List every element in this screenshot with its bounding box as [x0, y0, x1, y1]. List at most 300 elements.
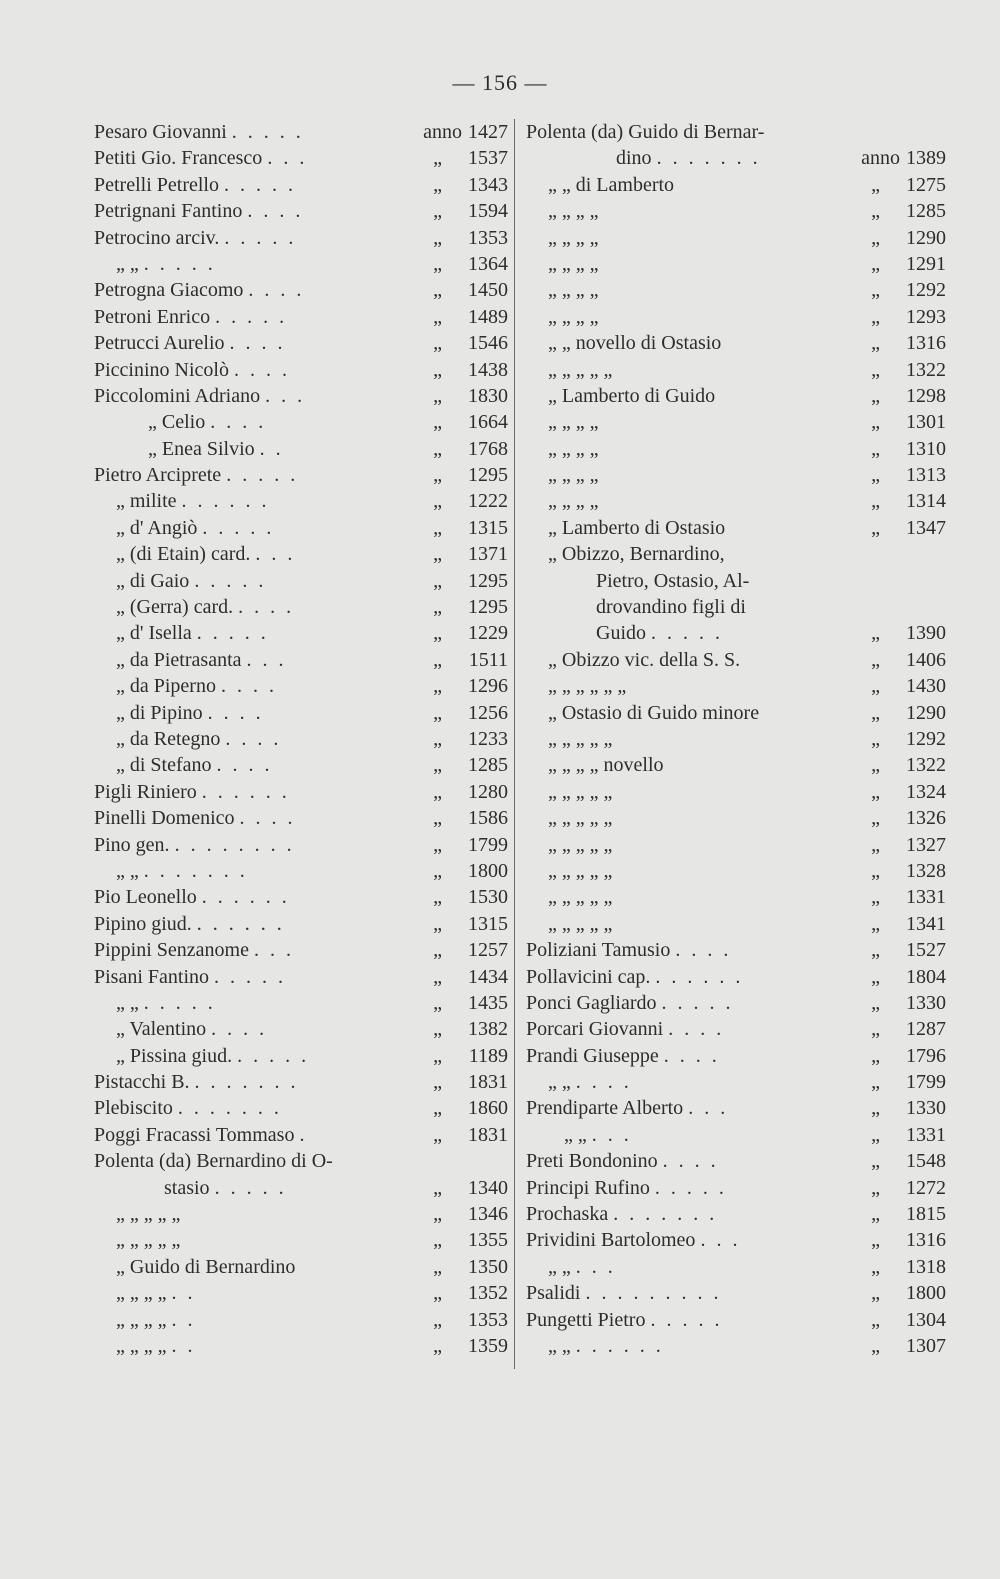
- entry-name: „ Guido di Bernardino: [116, 1255, 296, 1278]
- index-entry: [526, 1069, 946, 1095]
- index-entry: [526, 225, 946, 251]
- entry-name: Prandi Giuseppe . . . .: [526, 1044, 720, 1067]
- entry-year: 1330: [906, 1097, 946, 1120]
- entry-year: 1229: [468, 622, 508, 645]
- index-entry: [94, 673, 508, 699]
- entry-year: 1328: [906, 859, 946, 882]
- leader-dots: . . . . .: [654, 1176, 727, 1199]
- index-entry: [526, 251, 946, 277]
- index-entry: [94, 383, 508, 409]
- entry-year: 1304: [906, 1308, 946, 1331]
- entry-name: „ Valentino . . . .: [116, 1018, 268, 1041]
- entry-year: 1316: [906, 332, 946, 355]
- leader-dots: . . . . .: [226, 464, 299, 487]
- leader-dots: . . . .: [211, 1018, 268, 1041]
- index-entry: [94, 1016, 508, 1042]
- leader-dots: . . . .: [248, 279, 305, 302]
- leader-dots: . . .: [267, 147, 308, 170]
- anno-ditto: „: [433, 675, 442, 698]
- index-entry: [526, 119, 946, 145]
- anno-ditto: „: [433, 727, 442, 750]
- anno-ditto: „: [433, 1123, 442, 1146]
- entry-year: 1322: [906, 754, 946, 777]
- entry-name: „ „ . . . . . . .: [116, 859, 248, 882]
- entry-year: 1511: [468, 648, 508, 671]
- entry-name: „ d' Angiò . . . . .: [116, 516, 275, 539]
- leader-dots: . . . . . .: [575, 1334, 664, 1357]
- anno-ditto: „: [433, 991, 442, 1014]
- index-entry: [94, 752, 508, 778]
- index-entry: [526, 1016, 946, 1042]
- index-entry: [94, 1043, 508, 1069]
- entry-year: 1287: [906, 1018, 946, 1041]
- entry-year: 1830: [468, 384, 508, 407]
- anno-ditto: „: [433, 1334, 442, 1357]
- anno-ditto: „: [433, 965, 442, 988]
- leader-dots: . . . . .: [231, 121, 304, 143]
- anno-ditto: „: [433, 490, 442, 513]
- anno-ditto: „: [871, 384, 880, 407]
- entry-year: 1434: [468, 965, 508, 988]
- anno-ditto: „: [871, 912, 880, 935]
- index-entry: [526, 911, 946, 937]
- leader-dots: . . . .: [207, 701, 264, 724]
- index-entry: [526, 884, 946, 910]
- index-entry: [526, 1175, 946, 1201]
- leader-dots: . . . . . .: [201, 886, 290, 909]
- entry-name: „ di Stefano . . . .: [116, 754, 273, 777]
- entry-year: 1800: [906, 1282, 946, 1305]
- entry-year: 1275: [906, 173, 946, 196]
- index-entry: [94, 726, 508, 752]
- anno-ditto: „: [433, 780, 442, 803]
- entry-name: Poggi Fracassi Tommaso .: [94, 1123, 308, 1146]
- index-entry: [94, 357, 508, 383]
- anno-ditto: „: [871, 173, 880, 196]
- index-entry: [526, 1095, 946, 1121]
- leader-dots: . . .: [246, 648, 287, 671]
- index-entry: [94, 911, 508, 937]
- entry-name: Pipino giud. . . . . . .: [94, 912, 285, 935]
- index-entry: [526, 383, 946, 409]
- entry-name: „ milite . . . . . .: [116, 490, 270, 513]
- leader-dots: .: [299, 1123, 308, 1146]
- entry-name: Pisani Fantino . . . . .: [94, 965, 287, 988]
- entry-name: Psalidi . . . . . . . . .: [526, 1282, 722, 1305]
- entry-name: „ „ . . . . .: [116, 252, 216, 275]
- index-entry: [94, 251, 508, 277]
- entry-year: 1290: [906, 226, 946, 249]
- index-entry: [526, 568, 946, 594]
- index-entry: [94, 858, 508, 884]
- index-entry: [94, 1201, 508, 1227]
- index-entry: [94, 620, 508, 646]
- index-entry: [526, 1280, 946, 1306]
- leader-dots: . .: [171, 1334, 196, 1357]
- index-entry: [94, 1307, 508, 1333]
- entry-name: drovandino figli di: [596, 596, 746, 619]
- index-entry: [526, 594, 946, 620]
- entry-name: „ d' Isella . . . . .: [116, 622, 269, 645]
- anno-ditto: „: [433, 1308, 442, 1331]
- entry-name: „ Ostasio di Guido minore: [548, 701, 760, 724]
- index-entry: [526, 541, 946, 567]
- anno-ditto: „: [871, 437, 880, 460]
- entry-name: Pollavicini cap. . . . . . .: [526, 965, 744, 988]
- index-entry: [526, 1201, 946, 1227]
- entry-year: 1292: [906, 727, 946, 750]
- entry-year: 1406: [906, 648, 946, 671]
- anno-ditto: „: [433, 859, 442, 882]
- leader-dots: . . .: [575, 1255, 616, 1278]
- entry-name: Pietro, Ostasio, Al-: [596, 569, 750, 592]
- anno-ditto: „: [871, 675, 880, 698]
- index-entry: [94, 805, 508, 831]
- index-entry: [94, 779, 508, 805]
- index-entry: [526, 700, 946, 726]
- anno-ditto: „: [871, 1308, 880, 1331]
- index-entry: [526, 1043, 946, 1069]
- index-entry: [526, 726, 946, 752]
- anno-ditto: „: [871, 859, 880, 882]
- entry-year: 1222: [468, 490, 508, 513]
- entry-name: dino . . . . . . .: [616, 147, 761, 170]
- index-entry: [94, 462, 508, 488]
- anno-ditto: „: [433, 648, 442, 671]
- entry-name: „ „ „ „: [548, 252, 599, 275]
- entry-name: „ di Gaio . . . . .: [116, 569, 267, 592]
- index-entry: [526, 964, 946, 990]
- anno-ditto: „: [871, 305, 880, 328]
- entry-name: „ Pissina giud. . . . . .: [116, 1044, 310, 1067]
- index-entry: [94, 1227, 508, 1253]
- entry-name: Polenta (da) Guido di Bernar-: [526, 121, 765, 143]
- entry-year: 1326: [906, 807, 946, 830]
- entry-name: Petroni Enrico . . . . .: [94, 305, 288, 328]
- leader-dots: . .: [171, 1308, 196, 1331]
- entry-year: 1301: [906, 411, 946, 434]
- entry-name: „ „ di Lamberto: [548, 173, 675, 196]
- leader-dots: . . . . . . .: [143, 859, 248, 882]
- index-entry: [526, 357, 946, 383]
- entry-name: Ponci Gagliardo . . . . .: [526, 991, 734, 1014]
- anno-ditto: „: [871, 411, 880, 434]
- anno-ditto: „: [871, 1044, 880, 1067]
- entry-name: Pungetti Pietro . . . . .: [526, 1308, 723, 1331]
- index-entry: [94, 172, 508, 198]
- entry-year: 1350: [468, 1255, 508, 1278]
- entry-name: Pietro Arciprete . . . . .: [94, 464, 299, 487]
- entry-name: „ „ „ „ . .: [116, 1334, 196, 1357]
- entry-name: „ „ „ „: [548, 490, 599, 513]
- entry-name: Petrelli Petrello . . . . .: [94, 173, 296, 196]
- entry-year: 1860: [468, 1097, 508, 1120]
- entry-name: „ „ „ „ „: [548, 859, 613, 882]
- anno-ditto: „: [871, 833, 880, 856]
- anno-ditto: „: [433, 173, 442, 196]
- anno-ditto: „: [871, 332, 880, 355]
- index-entry: [94, 119, 508, 145]
- entry-name: „ Obizzo, Bernardino,: [548, 543, 725, 566]
- anno-ditto: „: [871, 780, 880, 803]
- entry-name: Pinelli Domenico . . . .: [94, 807, 296, 830]
- entry-name: „ „ „ „ „ „: [548, 675, 627, 698]
- entry-year: 1331: [906, 886, 946, 909]
- leader-dots: . . .: [265, 384, 306, 407]
- entry-year: 1359: [468, 1334, 508, 1357]
- leader-dots: . . . . .: [214, 1176, 287, 1199]
- anno-ditto: „: [871, 516, 880, 539]
- entry-name: Pesaro Giovanni . . . . .: [94, 121, 304, 143]
- entry-name: Piccolomini Adriano . . .: [94, 384, 306, 407]
- index-entry: [94, 568, 508, 594]
- anno-ditto: anno: [861, 147, 900, 170]
- leader-dots: . . .: [253, 939, 294, 962]
- entry-year: 1435: [468, 991, 508, 1014]
- entry-year: 1527: [906, 939, 946, 962]
- entry-name: „ „ „ „ „: [116, 1229, 181, 1252]
- index-entry: [94, 330, 508, 356]
- entry-name: „ „ „ „: [548, 279, 599, 302]
- anno-ditto: „: [871, 1334, 880, 1357]
- leader-dots: . . . . .: [202, 516, 275, 539]
- entry-name: „ „ „ „ „: [548, 912, 613, 935]
- anno-ditto: „: [871, 1229, 880, 1252]
- entry-year: 1324: [906, 780, 946, 803]
- index-entry: [94, 304, 508, 330]
- anno-ditto: „: [433, 252, 442, 275]
- index-entry: [94, 990, 508, 1016]
- entry-name: Prividini Bartolomeo . . .: [526, 1229, 741, 1252]
- leader-dots: . .: [259, 437, 284, 460]
- leader-dots: . . . .: [575, 1071, 632, 1094]
- entry-year: 1314: [906, 490, 946, 513]
- entry-year: 1272: [906, 1176, 946, 1199]
- entry-year: 1291: [906, 252, 946, 275]
- index-entry: [526, 277, 946, 303]
- anno-ditto: „: [871, 727, 880, 750]
- entry-year: 1427: [468, 121, 508, 143]
- anno-ditto: „: [433, 332, 442, 355]
- anno-ditto: „: [871, 1018, 880, 1041]
- entry-year: 1804: [906, 965, 946, 988]
- entry-year: 1307: [906, 1334, 946, 1357]
- index-entry: [526, 805, 946, 831]
- leader-dots: . . . . . .: [181, 490, 270, 513]
- index-entry: [526, 330, 946, 356]
- entry-year: 1298: [906, 384, 946, 407]
- entry-name: Petrucci Aurelio . . . .: [94, 332, 286, 355]
- anno-ditto: „: [433, 1097, 442, 1120]
- index-entry: [526, 145, 946, 171]
- entry-year: 1285: [906, 200, 946, 223]
- leader-dots: . . .: [688, 1097, 729, 1120]
- anno-ditto: „: [871, 490, 880, 513]
- leader-dots: . . . .: [668, 1018, 725, 1041]
- leader-dots: . . . . .: [223, 173, 296, 196]
- entry-year: 1831: [468, 1071, 508, 1094]
- leader-dots: . . . . .: [143, 991, 216, 1014]
- entry-year: 1796: [906, 1044, 946, 1067]
- index-entry: [94, 1095, 508, 1121]
- entry-name: Pistacchi B. . . . . . . .: [94, 1071, 299, 1094]
- entry-year: 1293: [906, 305, 946, 328]
- leader-dots: . . . .: [675, 939, 732, 962]
- index-entry: [94, 1148, 508, 1174]
- entry-year: 1450: [468, 279, 508, 302]
- entry-name: Poliziani Tamusio . . . .: [526, 939, 732, 962]
- leader-dots: . . . . . . . . .: [585, 1282, 722, 1305]
- entry-year: 1353: [468, 226, 508, 249]
- index-entry: [526, 198, 946, 224]
- entry-name: Porcari Giovanni . . . .: [526, 1018, 725, 1041]
- leader-dots: . . . . . . .: [656, 147, 761, 170]
- index-entry: [526, 752, 946, 778]
- anno-ditto: „: [433, 1282, 442, 1305]
- anno-ditto: „: [871, 358, 880, 381]
- index-entry: [94, 1280, 508, 1306]
- entry-name: „ (di Etain) card. . . .: [116, 543, 296, 566]
- index-entry: [94, 1175, 508, 1201]
- entry-name: „ „ „ „ „: [548, 886, 613, 909]
- leader-dots: . . . . . . .: [177, 1097, 282, 1120]
- entry-year: 1292: [906, 279, 946, 302]
- index-entry: [526, 990, 946, 1016]
- entry-year: 1364: [468, 252, 508, 275]
- entry-name: „ Lamberto di Guido: [548, 384, 716, 407]
- entry-name: „ „ „ „: [548, 226, 599, 249]
- index-column-right: [526, 119, 946, 1359]
- anno-ditto: „: [433, 939, 442, 962]
- index-column-left: [94, 119, 508, 1359]
- index-entry: [526, 1227, 946, 1253]
- entry-year: 1340: [468, 1176, 508, 1199]
- index-entry: [526, 1307, 946, 1333]
- index-entry: [526, 858, 946, 884]
- entry-year: 1768: [468, 437, 508, 460]
- entry-year: 1371: [468, 543, 508, 566]
- entry-year: 1353: [468, 1308, 508, 1331]
- anno-ditto: „: [871, 965, 880, 988]
- index-entry: [526, 1254, 946, 1280]
- entry-name: Petiti Gio. Francesco . . .: [94, 147, 308, 170]
- index-entry: [526, 1122, 946, 1148]
- leader-dots: . . . . .: [661, 991, 734, 1014]
- index-entry: [94, 1333, 508, 1359]
- entry-year: 1799: [906, 1071, 946, 1094]
- leader-dots: . . . . .: [214, 965, 287, 988]
- index-entry: [94, 647, 508, 673]
- anno-ditto: „: [871, 1282, 880, 1305]
- anno-ditto: „: [871, 226, 880, 249]
- leader-dots: . . . . .: [224, 226, 297, 249]
- index-entry: [526, 488, 946, 514]
- anno-ditto: „: [871, 1255, 880, 1278]
- index-entry: [94, 515, 508, 541]
- leader-dots: . . . . .: [237, 1044, 310, 1067]
- entry-name: „ Obizzo vic. della S. S.: [548, 648, 741, 671]
- entry-year: 1280: [468, 780, 508, 803]
- entry-year: 1831: [468, 1123, 508, 1146]
- entry-year: 1316: [906, 1229, 946, 1252]
- entry-name: Petrocino arciv. . . . . .: [94, 226, 297, 249]
- entry-name: Piccinino Nicolò . . . .: [94, 358, 290, 381]
- entry-name: Guido . . . . .: [596, 622, 723, 645]
- entry-name: „ da Piperno . . . .: [116, 675, 277, 698]
- anno-ditto: anno: [423, 121, 462, 143]
- anno-ditto: „: [433, 1044, 442, 1067]
- entry-year: 1256: [468, 701, 508, 724]
- index-entry: [94, 277, 508, 303]
- anno-ditto: „: [433, 226, 442, 249]
- leader-dots: . . .: [700, 1229, 741, 1252]
- leader-dots: . . . . .: [651, 622, 723, 645]
- anno-ditto: „: [433, 596, 442, 619]
- leader-dots: . . . .: [663, 1044, 720, 1067]
- anno-ditto: „: [871, 622, 880, 645]
- anno-ditto: „: [871, 252, 880, 275]
- leader-dots: . . . . .: [196, 622, 269, 645]
- anno-ditto: „: [433, 516, 442, 539]
- page-number: — 156 —: [452, 70, 548, 95]
- entry-name: „ „ „ „: [548, 437, 599, 460]
- index-entry: [526, 620, 946, 646]
- entry-name: Prendiparte Alberto . . .: [526, 1097, 729, 1120]
- index-entry: [94, 964, 508, 990]
- entry-year: 1322: [906, 358, 946, 381]
- index-entry: [94, 832, 508, 858]
- leader-dots: . . . . .: [194, 569, 267, 592]
- entry-name: „ „ novello di Ostasio: [548, 332, 722, 355]
- index-entry: [526, 436, 946, 462]
- anno-ditto: „: [871, 1203, 880, 1226]
- entry-year: 1664: [468, 411, 508, 434]
- anno-ditto: „: [871, 464, 880, 487]
- leader-dots: . . . . . . .: [194, 1071, 299, 1094]
- entry-name: „ „ „ „ „: [548, 358, 613, 381]
- entry-name: Principi Rufino . . . . .: [526, 1176, 727, 1199]
- leader-dots: . .: [171, 1282, 196, 1305]
- anno-ditto: „: [433, 1229, 442, 1252]
- index-entry: [94, 884, 508, 910]
- anno-ditto: „: [433, 384, 442, 407]
- index-entry: [526, 937, 946, 963]
- index-entry: [94, 198, 508, 224]
- entry-year: 1285: [468, 754, 508, 777]
- entry-year: 1189: [468, 1044, 508, 1067]
- entry-name: „ „ . . . . . .: [548, 1334, 664, 1357]
- entry-name: Petrogna Giacomo . . . .: [94, 279, 305, 302]
- anno-ditto: „: [871, 1176, 880, 1199]
- leader-dots: . . . . . .: [196, 912, 285, 935]
- entry-name: „ da Retegno . . . .: [116, 727, 282, 750]
- entry-name: „ (Gerra) card. . . . .: [116, 596, 295, 619]
- anno-ditto: „: [871, 939, 880, 962]
- index-entry: [526, 462, 946, 488]
- leader-dots: . . . .: [216, 754, 273, 777]
- entry-name: Preti Bondonino . . . .: [526, 1150, 719, 1173]
- entry-year: 1537: [468, 147, 508, 170]
- entry-name: „ „ „ „ „: [548, 727, 613, 750]
- index-entry: [94, 937, 508, 963]
- entry-year: 1438: [468, 358, 508, 381]
- entry-name: Polenta (da) Bernardino di O-: [94, 1150, 333, 1173]
- entry-name: „ „ „ „: [548, 305, 599, 328]
- entry-year: 1341: [906, 912, 946, 935]
- entry-name: Prochaska . . . . . . .: [526, 1203, 718, 1226]
- entry-name: Pio Leonello . . . . . .: [94, 886, 290, 909]
- entry-year: 1295: [468, 596, 508, 619]
